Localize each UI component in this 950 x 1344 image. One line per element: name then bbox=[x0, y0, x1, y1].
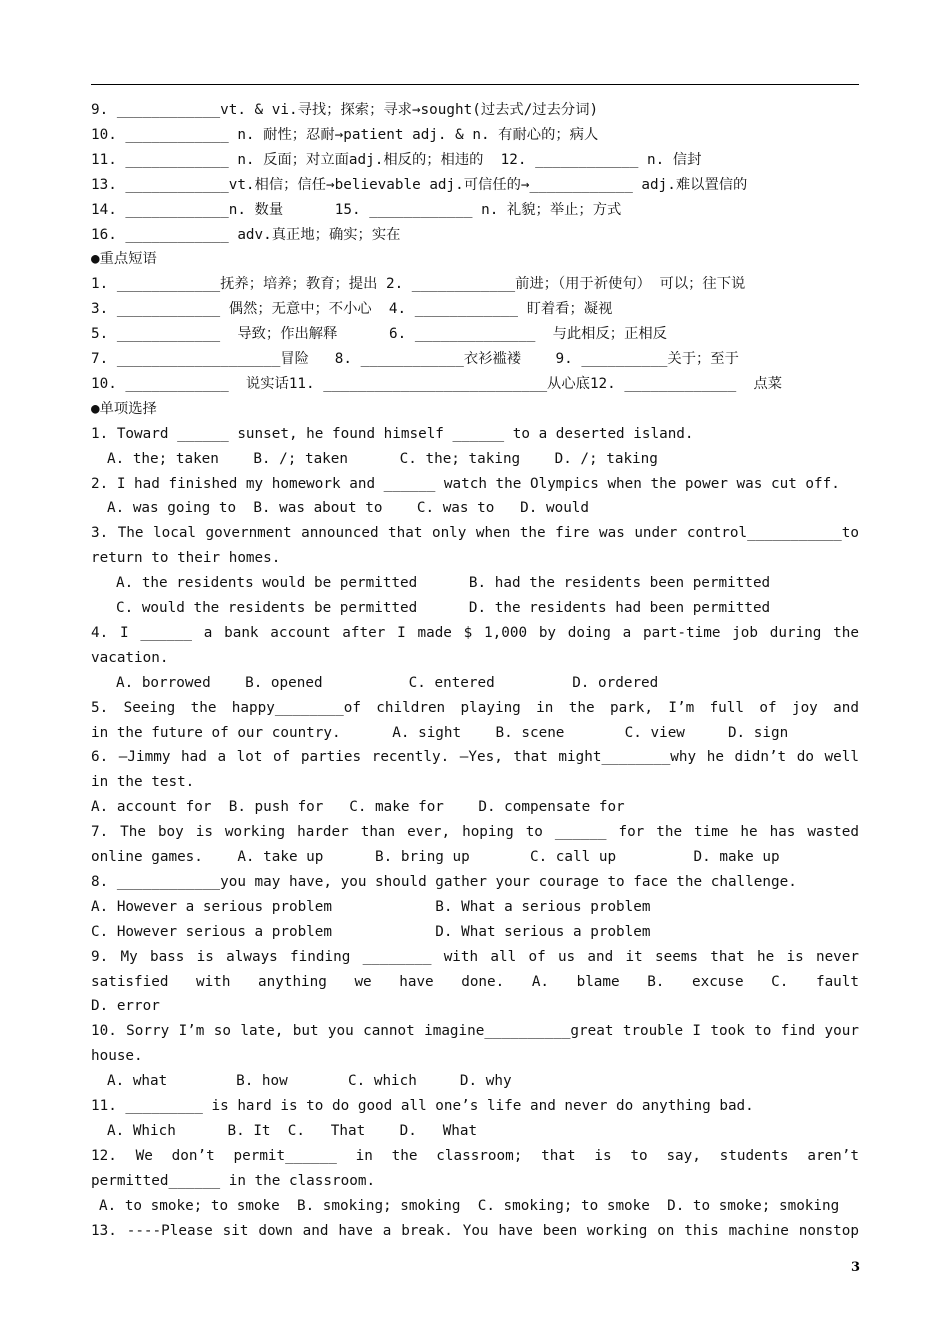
text-line: 13. ----Please sit down and have a break. You have been working on this machine nonstop bbox=[91, 1222, 859, 1239]
text-line: 7. ___________________冒险 8. ____________衣衫褴褛 9. __________关于；至于 bbox=[91, 351, 739, 367]
text-line: A. Which B. It C. That D. What bbox=[107, 1122, 478, 1139]
text-line: A. borrowed B. opened C. entered D. ordered bbox=[116, 674, 659, 691]
text-line: 10. ____________ n. 耐性；忍耐→patient adj. & n. 有耐心的；病人 bbox=[91, 126, 599, 143]
text-line: 1. Toward ______ sunset, he found himself ______ to a deserted island. bbox=[91, 425, 694, 442]
text-line: 11. _________ is hard is to do good all one’s life and never do anything bad. bbox=[91, 1098, 754, 1114]
text-line: in the test. bbox=[91, 774, 195, 791]
text-line: A. account for B. push for C. make for D. compensate for bbox=[91, 799, 625, 816]
text-line: A. However a serious problem B. What a serious problem bbox=[91, 898, 651, 915]
text-line: 5. Seeing the happy________of children playing in the park, I’m full of joy and bbox=[91, 699, 859, 716]
text-line: A. to smoke; to smoke B. smoking; smoking C. smoking; to smoke D. to smoke; smoking bbox=[99, 1197, 840, 1214]
text-line: 8. ____________you may have, you should gather your courage to face the challenge. bbox=[91, 873, 797, 890]
text-line: A. was going to B. was about to C. was to D. would bbox=[107, 500, 590, 517]
text-line: online games. A. take up B. bring up C. call up D. make up bbox=[91, 849, 780, 865]
text-line: 10. Sorry I’m so late, but you cannot imagine__________great trouble I took to find your bbox=[91, 1023, 859, 1040]
text-line: 14. ____________n. 数量 15. ____________ n. 礼貌；举止；方式 bbox=[91, 201, 622, 218]
text-line: 3. The local government announced that only when the fire was under control___________to bbox=[91, 525, 859, 542]
text-line: 4. I ______ a bank account after I made $ 1,000 by doing a part-time job during the bbox=[91, 624, 859, 641]
text-line: vacation. bbox=[91, 649, 169, 666]
text-line: 16. ____________ adv.真正地；确实；实在 bbox=[91, 226, 401, 243]
text-line: 7. The boy is working harder than ever, hoping to ______ for the time he has wasted bbox=[91, 824, 859, 841]
text-line: 9. My bass is always finding ________ with all of us and it seems that he is never bbox=[91, 948, 859, 965]
text-line: C. would the residents be permitted D. the residents had been permitted bbox=[116, 600, 771, 616]
text-line: satisfied with anything we have done. A. blame B. excuse C. fault bbox=[91, 973, 859, 990]
text-line: 2. I had finished my homework and ______ watch the Olympics when the power was cut off. bbox=[91, 475, 840, 492]
page-number: 3 bbox=[850, 1260, 860, 1275]
text-line: ●单项选择 bbox=[91, 400, 157, 417]
text-line: return to their homes. bbox=[91, 550, 281, 567]
text-line: 10. ____________ 说实话11. __________________________从心底12. _____________ 点菜 bbox=[91, 375, 783, 392]
text-line: 13. ____________vt.相信；信任→believable adj.可信任的→____________ adj.难以置信的 bbox=[91, 176, 748, 193]
text-line: D. error bbox=[91, 998, 160, 1015]
text-line: permitted______ in the classroom. bbox=[91, 1172, 376, 1189]
header-rule bbox=[91, 84, 859, 85]
text-line: in the future of our country. A. sight B. scene C. view D. sign bbox=[91, 724, 789, 741]
text-line: 6. —Jimmy had a lot of parties recently. —Yes, that might________why he didn’t do well bbox=[91, 749, 859, 766]
text-line: 1. ____________抚养；培养；教育；提出 2. ____________前进；（用于祈使句） 可以；往下说 bbox=[91, 276, 746, 293]
text-line: A. the residents would be permitted B. had the residents been permitted bbox=[116, 575, 771, 592]
text-line: A. what B. how C. which D. why bbox=[107, 1073, 512, 1090]
text-line: 5. ____________ 导致；作出解释 6. ______________ 与此相反；正相反 bbox=[91, 326, 667, 343]
text-line: 12. We don’t permit______ in the classroom; that is to say, students aren’t bbox=[91, 1147, 859, 1164]
text-line: A. the; taken B. /; taken C. the; taking D. /; taking bbox=[107, 450, 658, 467]
text-line: 3. ____________ 偶然；无意中；不小心 4. ____________ 盯着看；凝视 bbox=[91, 301, 613, 318]
text-line: 11. ____________ n. 反面；对立面adj.相反的；相违的 12. ____________ n. 信封 bbox=[91, 151, 702, 168]
text-line: house. bbox=[91, 1048, 143, 1065]
text-line: ●重点短语 bbox=[91, 251, 157, 268]
text-line: 9. ____________vt. & vi.寻找；探索；寻求→sought(过去式/过去分词) bbox=[91, 102, 599, 118]
text-line: C. However serious a problem D. What serious a problem bbox=[91, 923, 651, 940]
